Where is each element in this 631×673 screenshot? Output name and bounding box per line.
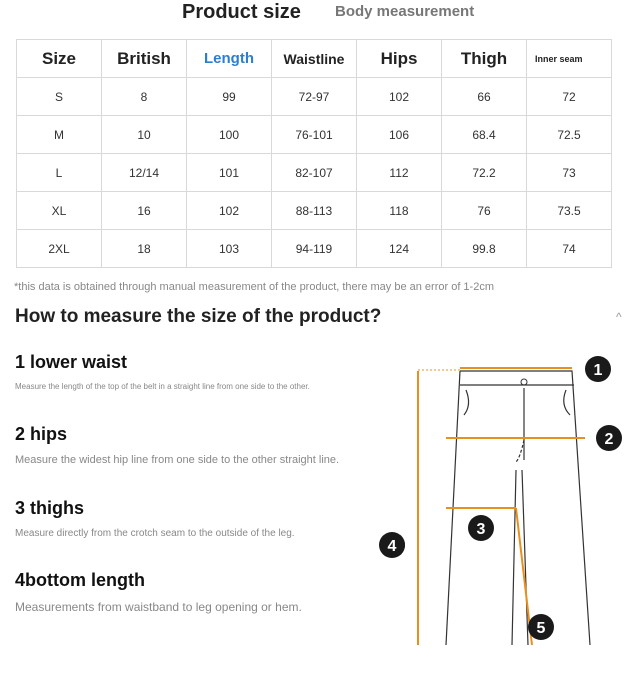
section-title: How to measure the size of the product? [15, 306, 382, 327]
table-row [17, 154, 612, 192]
table-cell: 94-119 [272, 230, 357, 268]
table-cell: 68.4 [442, 116, 527, 154]
table-cell: 72-97 [272, 78, 357, 116]
table-cell: 124 [357, 230, 442, 268]
table-cell: M [17, 116, 102, 154]
svg-text:3: 3 [476, 521, 486, 538]
marker-1 [585, 356, 611, 382]
col-header-inner-seam: Inner seam [527, 40, 612, 78]
svg-text:1: 1 [593, 362, 603, 379]
table-cell: XL [17, 192, 102, 230]
table-cell: 102 [187, 192, 272, 230]
marker-5 [528, 614, 554, 640]
chevron-up-icon[interactable]: ^ [616, 310, 622, 324]
table-cell: 10 [102, 116, 187, 154]
step-hips [15, 424, 339, 466]
step-description: Measure the widest hip line from one side to the other straight line. [15, 454, 340, 466]
tab-body-measurement[interactable]: Body measurement [335, 3, 475, 20]
svg-text:2: 2 [604, 431, 614, 448]
table-cell: 102 [357, 78, 442, 116]
step-thighs [15, 498, 295, 539]
step-title: 1 lower waist [15, 352, 128, 372]
button-icon [521, 379, 527, 385]
table-cell: 99 [187, 78, 272, 116]
col-header-size: Size [17, 40, 102, 78]
svg-text:5: 5 [536, 620, 546, 637]
size-table [16, 39, 612, 268]
marker-4-badge [377, 530, 407, 560]
table-cell: 2XL [17, 230, 102, 268]
table-cell: 18 [102, 230, 187, 268]
table-cell: 88-113 [272, 192, 357, 230]
marker-2 [596, 425, 622, 451]
table-cell: 103 [187, 230, 272, 268]
col-header-thigh: Thigh [442, 40, 527, 78]
table-cell: 74 [527, 230, 612, 268]
step-lower-waist [15, 352, 310, 391]
col-header-british: British [102, 40, 187, 78]
table-cell: 72.2 [442, 154, 527, 192]
col-header-hips: Hips [357, 40, 442, 78]
col-header-length: Length [187, 40, 272, 78]
measurement-note: *this data is obtained through manual measurement of the product, there may be an error of 1-2cm [14, 281, 494, 293]
table-cell: 99.8 [442, 230, 527, 268]
table-row [17, 78, 612, 116]
table-row [17, 230, 612, 268]
step-title: 3 thighs [15, 498, 85, 518]
table-cell: 72.5 [527, 116, 612, 154]
step-bottom-length [15, 570, 302, 614]
table-cell: 100 [187, 116, 272, 154]
table-cell: S [17, 78, 102, 116]
table-cell: 106 [357, 116, 442, 154]
step-title: 4bottom length [15, 570, 145, 590]
pants-diagram [400, 350, 625, 650]
table-cell: L [17, 154, 102, 192]
table-row [17, 192, 612, 230]
step-description: Measurements from waistband to leg opening or hem. [15, 600, 302, 614]
table-cell: 101 [187, 154, 272, 192]
table-cell: 118 [357, 192, 442, 230]
col-header-waistline: Waistline [272, 40, 357, 78]
table-cell: 12/14 [102, 154, 187, 192]
page-header [0, 0, 631, 30]
table-cell: 66 [442, 78, 527, 116]
step-title: 2 hips [15, 424, 68, 444]
svg-text:4: 4 [387, 538, 397, 555]
table-cell: 72 [527, 78, 612, 116]
table-cell: 16 [102, 192, 187, 230]
table-row [17, 116, 612, 154]
step-description: Measure directly from the crotch seam to the outside of the leg. [15, 528, 295, 539]
table-cell: 76 [442, 192, 527, 230]
table-cell: 73.5 [527, 192, 612, 230]
table-cell: 76-101 [272, 116, 357, 154]
table-cell: 73 [527, 154, 612, 192]
table-cell: 8 [102, 78, 187, 116]
table-cell: 82-107 [272, 154, 357, 192]
table-header-row [17, 40, 612, 78]
table-cell: 112 [357, 154, 442, 192]
page-title: Product size [182, 1, 301, 23]
marker-3 [468, 515, 494, 541]
measurement-lines [418, 368, 585, 645]
step-description: Measure the length of the top of the belt in a straight line from one side to the other. [15, 382, 310, 391]
